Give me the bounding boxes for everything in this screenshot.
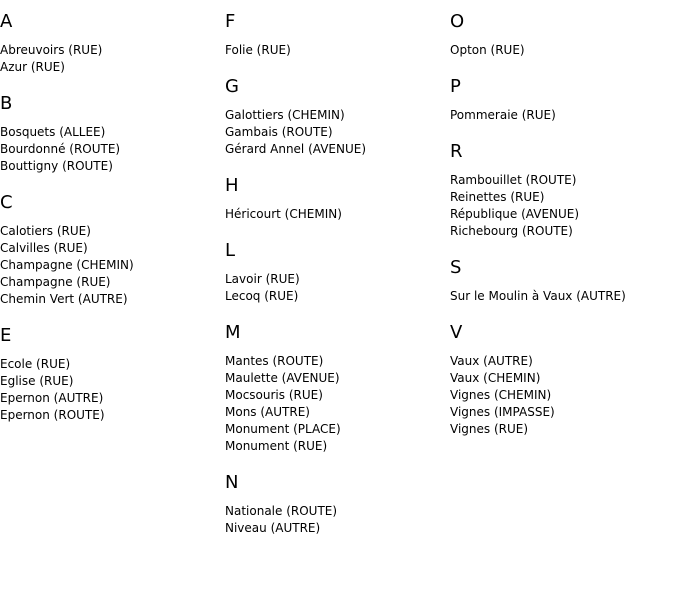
street-link[interactable]: Lecoq (RUE)	[225, 289, 299, 303]
index-column-3	[450, 0, 675, 438]
street-link[interactable]: Nationale (ROUTE)	[225, 504, 338, 518]
letter-section	[0, 192, 225, 308]
letter-section	[0, 325, 225, 424]
street-link[interactable]: Epernon (AUTRE)	[0, 391, 104, 405]
street-link[interactable]: Bourdonné (ROUTE)	[0, 142, 121, 156]
street-list	[0, 124, 225, 175]
letter-section	[225, 175, 450, 223]
street-link[interactable]: Rambouillet (ROUTE)	[450, 173, 577, 187]
street-link[interactable]: Lavoir (RUE)	[225, 272, 300, 286]
street-link[interactable]: Eglise (RUE)	[0, 374, 74, 388]
letter-section	[450, 76, 675, 124]
street-list	[450, 172, 675, 240]
street-list	[450, 42, 675, 59]
section-letter-heading: S	[450, 257, 462, 278]
street-link[interactable]: Champagne (RUE)	[0, 275, 111, 289]
section-letter-heading: R	[450, 141, 463, 162]
street-list	[450, 353, 675, 438]
street-link[interactable]: Gambais (ROUTE)	[225, 125, 333, 139]
street-link[interactable]: Bouttigny (ROUTE)	[0, 159, 113, 173]
street-link[interactable]: Monument (PLACE)	[225, 422, 341, 436]
street-link[interactable]: Champagne (CHEMIN)	[0, 258, 134, 272]
street-list	[0, 42, 225, 76]
street-link[interactable]: Bosquets (ALLEE)	[0, 125, 106, 139]
section-letter-heading: L	[225, 240, 236, 261]
street-link[interactable]: Mocsouris (RUE)	[225, 388, 323, 402]
street-link[interactable]: Galottiers (CHEMIN)	[225, 108, 345, 122]
letter-section	[450, 141, 675, 240]
street-link[interactable]: Sur le Moulin à Vaux (AUTRE)	[450, 289, 626, 303]
letter-section	[225, 472, 450, 537]
street-link[interactable]: Monument (RUE)	[225, 439, 328, 453]
street-link[interactable]: Mons (AUTRE)	[225, 405, 310, 419]
section-letter-heading: G	[225, 76, 239, 97]
section-letter-heading: C	[0, 192, 13, 213]
section-letter-heading: V	[450, 322, 463, 343]
street-list	[225, 503, 450, 537]
letter-section	[450, 322, 675, 438]
street-link[interactable]: Chemin Vert (AUTRE)	[0, 292, 128, 306]
street-link[interactable]: Vaux (CHEMIN)	[450, 371, 541, 385]
street-list	[225, 42, 450, 59]
street-link[interactable]: Richebourg (ROUTE)	[450, 224, 573, 238]
index-column-1	[0, 0, 225, 424]
street-link[interactable]: Maulette (AVENUE)	[225, 371, 340, 385]
section-letter-heading: P	[450, 76, 461, 97]
street-link[interactable]: Abreuvoirs (RUE)	[0, 43, 103, 57]
street-list	[450, 288, 675, 305]
letter-section	[0, 93, 225, 175]
street-list	[450, 107, 675, 124]
section-letter-heading: O	[450, 11, 465, 32]
street-link[interactable]: Calvilles (RUE)	[0, 241, 88, 255]
street-link[interactable]: Pommeraie (RUE)	[450, 108, 556, 122]
street-link[interactable]: Reinettes (RUE)	[450, 190, 545, 204]
section-letter-heading: B	[0, 93, 13, 114]
section-letter-heading: A	[0, 11, 13, 32]
street-list	[225, 206, 450, 223]
street-link[interactable]: Epernon (ROUTE)	[0, 408, 105, 422]
street-link[interactable]: Azur (RUE)	[0, 60, 65, 74]
letter-section	[225, 240, 450, 305]
street-link[interactable]: Ecole (RUE)	[0, 357, 71, 371]
street-link[interactable]: Mantes (ROUTE)	[225, 354, 324, 368]
letter-section	[225, 11, 450, 59]
street-link[interactable]: Niveau (AUTRE)	[225, 521, 321, 535]
street-link[interactable]: Vignes (CHEMIN)	[450, 388, 552, 402]
section-letter-heading: M	[225, 322, 241, 343]
street-list	[0, 356, 225, 424]
street-link[interactable]: Vignes (RUE)	[450, 422, 529, 436]
section-letter-heading: E	[0, 325, 12, 346]
index-column-2	[225, 0, 450, 537]
letter-section	[450, 11, 675, 59]
section-letter-heading: F	[225, 11, 236, 32]
street-link[interactable]: Gérard Annel (AVENUE)	[225, 142, 367, 156]
street-link[interactable]: Folie (RUE)	[225, 43, 291, 57]
street-link[interactable]: Calotiers (RUE)	[0, 224, 91, 238]
street-link[interactable]: Vaux (AUTRE)	[450, 354, 533, 368]
street-list	[225, 107, 450, 158]
street-link[interactable]: Héricourt (CHEMIN)	[225, 207, 342, 221]
street-link[interactable]: Opton (RUE)	[450, 43, 525, 57]
street-list	[0, 223, 225, 308]
street-link[interactable]: République (AVENUE)	[450, 207, 580, 221]
street-link[interactable]: Vignes (IMPASSE)	[450, 405, 555, 419]
letter-section	[0, 11, 225, 76]
street-list	[225, 353, 450, 455]
letter-section	[450, 257, 675, 305]
letter-section	[225, 322, 450, 455]
letter-section	[225, 76, 450, 158]
section-letter-heading: H	[225, 175, 239, 196]
section-letter-heading: N	[225, 472, 239, 493]
street-list	[225, 271, 450, 305]
